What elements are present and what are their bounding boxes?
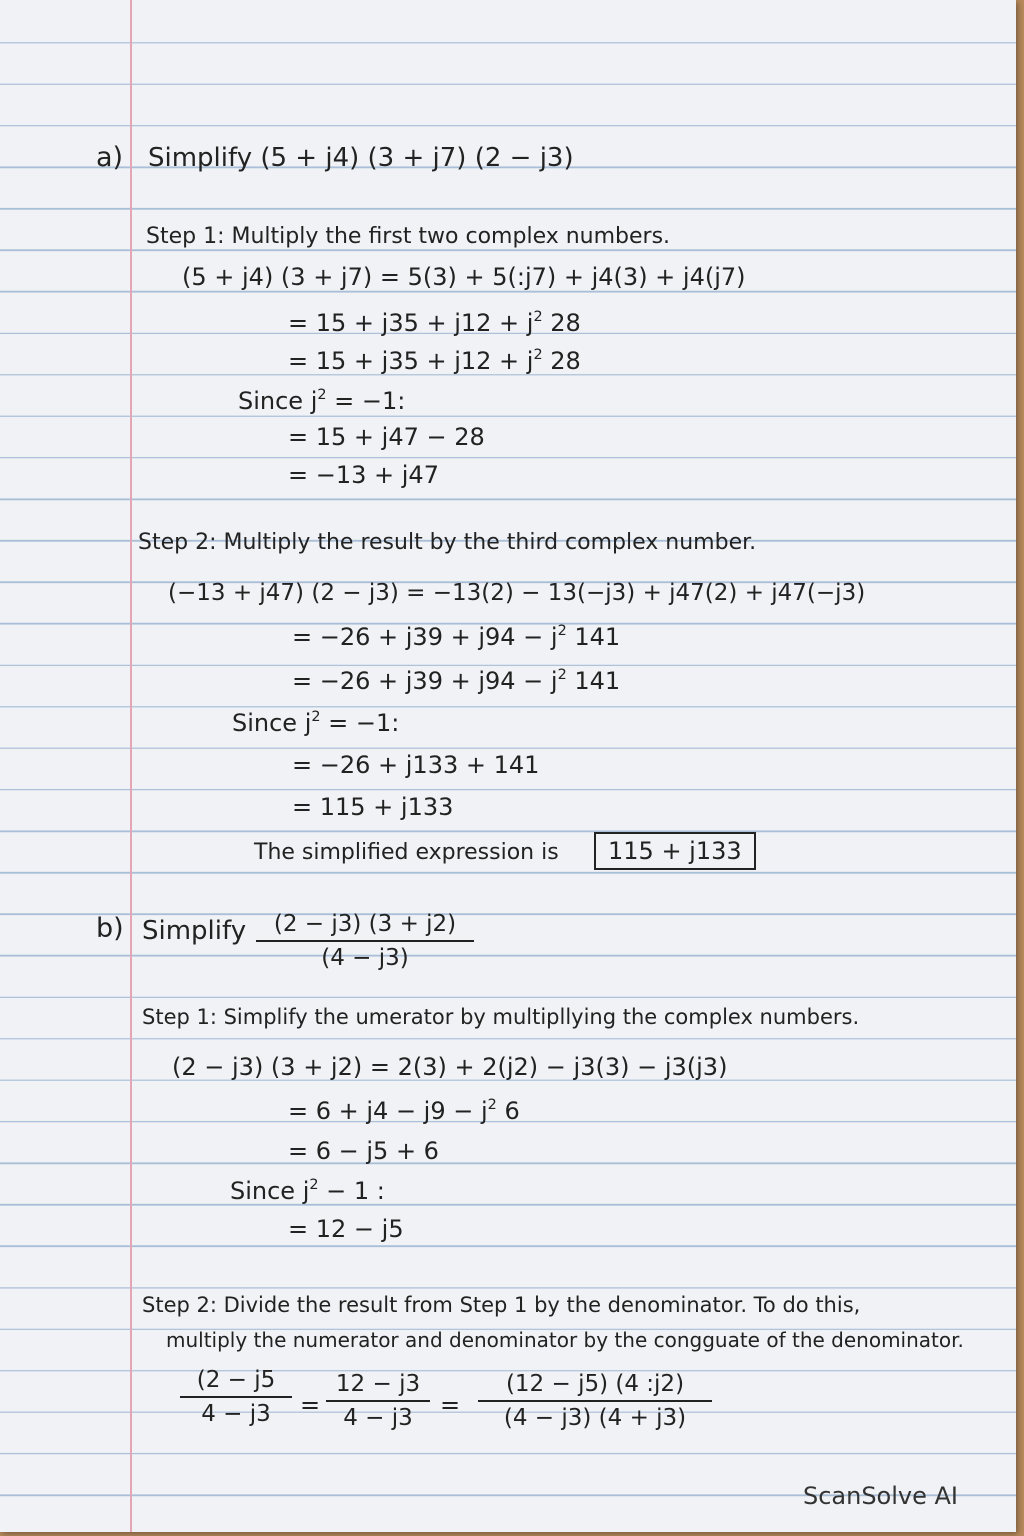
equals-sign-1: = [300, 1391, 321, 1419]
part-b-title-word: Simplify [142, 916, 247, 946]
part-a-step2-line2: = $-26 + j39 + j94 - j^2$ 141 [292, 622, 621, 651]
fraction-bar [180, 1396, 292, 1398]
fraction-1-denominator: 4 − j3 [201, 1401, 271, 1427]
part-a-step1-line4: = 15 + j47 − 28 [288, 423, 485, 451]
result-text: The simplified expression is [254, 840, 559, 865]
part-b-step1-line1: (2 − j3) (3 + j2) = 2(3) + 2(j2) − j3(3) − j3(j3) [172, 1053, 728, 1081]
part-a-step1-heading: Step 1: Multiply the first two complex numbers. [146, 224, 671, 249]
fraction-3-denominator: (4 − j3) (4 + j3) [503, 1405, 687, 1431]
part-b-title-numerator: (2 − j3) (3 + j2) [273, 911, 457, 937]
fraction-bar [326, 1400, 430, 1402]
part-a-step1-line3: = $15 + j35 + j12 + j^2$ 28 [288, 346, 581, 375]
fraction-1 [180, 1366, 292, 1428]
part-b-step2-heading-line2: multiply the numerator and denominator by the congguate of the denominator. [166, 1328, 964, 1352]
part-b-label: b) [96, 913, 124, 944]
part-a-step1-since: Since $j^2 = -1$: [238, 386, 406, 415]
part-b-step1-since: Since $j^2 - 1$ : [230, 1176, 385, 1205]
part-b-step2-heading-line1: Step 2: Divide the result from Step 1 by the denominator. To do this, [142, 1293, 861, 1317]
part-a-step1-line1: (5 + j4) (3 + j7) = 5(3) + 5(:j7) + j4(3) + j4(j7) [182, 263, 746, 291]
part-b-step1-line4: = 12 − j5 [288, 1215, 404, 1243]
fraction-bar [478, 1400, 712, 1402]
fraction-bar [256, 940, 474, 942]
part-a-step1-line2: = $15 + j35 + j12 + j^2$ 28 [288, 308, 581, 337]
fraction-3 [478, 1370, 712, 1432]
fraction-2-numerator: 12 − j3 [335, 1371, 421, 1397]
part-a-step2-heading: Step 2: Multiply the result by the third complex number. [138, 530, 757, 555]
result-box: 115 + j133 [594, 832, 756, 870]
part-a-label: a) [96, 142, 124, 173]
equals-sign-2: = [440, 1391, 461, 1419]
fraction-2 [326, 1370, 430, 1432]
part-b-step1-line2: = $6 + j4 - j9 - j^2$ 6 [288, 1096, 520, 1125]
fraction-1-numerator: (2 − j5 [196, 1367, 276, 1393]
part-a-step2-line1: (−13 + j47) (2 − j3) = −13(2) − 13(−j3) + j47(2) + j47(−j3) [168, 580, 866, 606]
part-b-title-fraction [256, 910, 474, 972]
part-a-step2-line4: = −26 + j133 + 141 [292, 751, 540, 779]
part-b-step1-heading: Step 1: Simplify the umerator by multipllying the complex numbers. [142, 1005, 860, 1029]
fraction-2-denominator: 4 − j3 [343, 1405, 413, 1431]
fraction-3-numerator: (12 − j5) (4 :j2) [505, 1371, 685, 1397]
part-b-title-denominator: (4 − j3) [321, 945, 409, 971]
scansolve-brand: ScanSolve AI [802, 1482, 958, 1510]
margin-line [130, 0, 132, 1532]
part-a-step2-since: Since $j^2 = -1$: [232, 708, 400, 737]
part-a-step2-line5: = 115 + j133 [292, 793, 454, 821]
part-b-step1-line3: = 6 − j5 + 6 [288, 1137, 439, 1165]
part-a-step1-line5: = −13 + j47 [288, 461, 439, 489]
part-a-title: Simplify (5 + j4) (3 + j7) (2 − j3) [148, 143, 574, 173]
part-a-step2-line3: = $-26 + j39 + j94 - j^2$ 141 [292, 666, 621, 695]
